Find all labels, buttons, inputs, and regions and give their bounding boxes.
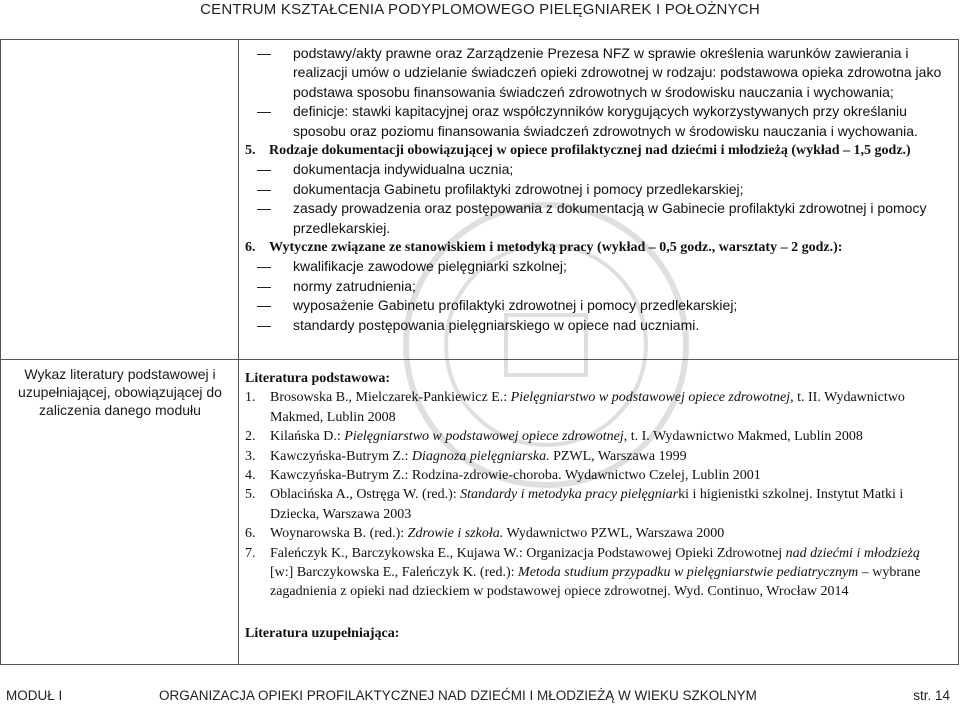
reference-title: Metoda studium przypadku w pielęgniarstwie pediatrycznym xyxy=(518,565,859,581)
reference-publisher: ki i higienistki szkolnej. Instytut Matki i Dziecka, Warszawa 2003 xyxy=(270,487,904,522)
section-number: 5. xyxy=(245,143,256,159)
list-item: – zasady prowadzenia oraz postępowania z dokumentacją w Gabinecie profilaktyki zdrowotnej i pomocy przedlekarskiej. xyxy=(245,199,945,238)
reference-title: Zdrowie i szkoła. xyxy=(407,526,504,542)
reference-item xyxy=(245,388,945,427)
reference-publisher: – wybrane zagadnienia z opieki nad dzieckiem w podstawowej opiece zdrowotnej. Wyd. Continuo, Wrocław 2014 xyxy=(270,565,921,600)
literature-section xyxy=(245,365,945,643)
page-number: str. 14 xyxy=(913,688,950,703)
list-item: – normy zatrudnienia; xyxy=(245,277,945,296)
reference-authors: Woynarowska B. (red.): xyxy=(270,526,408,542)
reference-number: 2. xyxy=(245,429,256,445)
column-divider xyxy=(238,40,239,664)
reference-authors: Kilańska D.: xyxy=(270,429,345,445)
section-title: Wytyczne związane ze stanowiskiem i metodyką pracy (wykład – 0,5 godz., warsztaty – 2 godz.): xyxy=(269,240,843,256)
list-item: – wyposażenie Gabinetu profilaktyki zdrowotnej i pomocy przedlekarskiej; xyxy=(245,296,945,315)
reference-authors: Oblacińska A., Ostręga W. (red.): xyxy=(270,487,461,503)
reference-authors: Kawczyńska-Butrym Z.: xyxy=(270,448,412,464)
basic-literature-heading: Literatura podstawowa: xyxy=(245,371,391,386)
reference-item xyxy=(245,524,945,543)
program-content xyxy=(245,44,945,335)
reference-publisher: PZWL, Warszawa 1999 xyxy=(549,448,687,464)
reference-publisher: Wydawnictwo PZWL, Warszawa 2000 xyxy=(503,526,725,542)
reference-title: nad dziećmi i młodzieżą xyxy=(785,545,920,561)
footer-title: ORGANIZACJA OPIEKI PROFILAKTYCZNEJ NAD DZIEĆMI I MŁODZIEŻĄ W WIEKU SZKOLNYM xyxy=(159,688,757,703)
reference-item xyxy=(245,485,945,524)
reference-item xyxy=(245,447,945,466)
literature-label: Wykaz literatury podstawowej i uzupełniającej, obowiązującej do zaliczenia danego modułu xyxy=(18,366,222,418)
list-item: – definicje: stawki kapitacyjnej oraz współczynników korygujących wykorzystywanych przy określaniu sposobu oraz poziomu finansowania świadczeń zdrowotnych w środowisku nauczania i wychowania. xyxy=(245,102,945,141)
reference-item xyxy=(245,466,945,485)
list-item: – standardy postępowania pielęgniarskiego w opiece nad uczniami. xyxy=(245,316,945,335)
reference-number: 1. xyxy=(245,390,256,406)
reference-number: 6. xyxy=(245,526,256,542)
supplementary-literature-heading: Literatura uzupełniająca: xyxy=(245,625,400,641)
reference-item xyxy=(245,544,945,602)
section-heading xyxy=(245,141,945,160)
reference-title: Diagnoza pielęgniarska. xyxy=(411,448,550,464)
reference-authors: Kawczyńska-Butrym Z.: Rodzina-zdrowie-choroba. Wydawnictwo Czelej, Lublin 2001 xyxy=(270,468,761,484)
content-table xyxy=(0,39,959,665)
list-item: – kwalifikacje zawodowe pielęgniarki szkolnej; xyxy=(245,257,945,276)
reference-title: Standardy i metodyka pracy pielęgniar xyxy=(460,487,679,503)
reference-number: 5. xyxy=(245,487,256,503)
list-item: – podstawy/akty prawne oraz Zarządzenie Prezesa NFZ w sprawie określenia warunków zawierania i realizacji umów o udzielanie świadczeń opieki zdrowotnej w rodzaju: podstawowa opieka zdrowotna jako podstawa sposobu finansowania świadczeń zdrowotnych w środowisku nauczania i wychowania; xyxy=(245,44,945,102)
reference-number: 7. xyxy=(245,545,256,561)
reference-authors: Brosowska B., Mielczarek-Pankiewicz E.: xyxy=(270,390,511,406)
page-header: CENTRUM KSZTAŁCENIA PODYPLOMOWEGO PIELĘGNIAREK I POŁOŻNYCH xyxy=(200,1,760,18)
footer-module: MODUŁ I xyxy=(6,688,63,703)
reference-authors: Faleńczyk K., Barczykowska E., Kujawa W.: Organizacja Podstawowej Opieki Zdrowotnej xyxy=(270,545,786,561)
list-item: – dokumentacja Gabinetu profilaktyki zdrowotnej i pomocy przedlekarskiej; xyxy=(245,180,945,199)
section-title: Rodzaje dokumentacji obowiązującej w opiece profilaktycznej nad dziećmi i młodzieżą (wykład – 1,5 godz.) xyxy=(269,143,911,159)
list-item: – dokumentacja indywidualna ucznia; xyxy=(245,160,945,179)
reference-publisher: [w:] Barczykowska E., Faleńczyk K. (red.): xyxy=(270,565,519,581)
section-number: 6. xyxy=(245,240,256,256)
reference-publisher: , t. II. Wydawnictwo Makmed, Lublin 2008 xyxy=(270,390,905,425)
section-heading xyxy=(245,238,945,257)
reference-number: 4. xyxy=(245,468,256,484)
page-footer xyxy=(0,688,960,708)
reference-title: Pielęgniarstwo w podstawowej opiece zdrowotnej xyxy=(510,390,791,406)
reference-title: Pielęgniarstwo w podstawowej opiece zdrowotnej xyxy=(344,429,624,445)
reference-item xyxy=(245,427,945,446)
reference-publisher: , t. I. Wydawnictwo Makmed, Lublin 2008 xyxy=(623,429,863,445)
reference-number: 3. xyxy=(245,448,256,464)
